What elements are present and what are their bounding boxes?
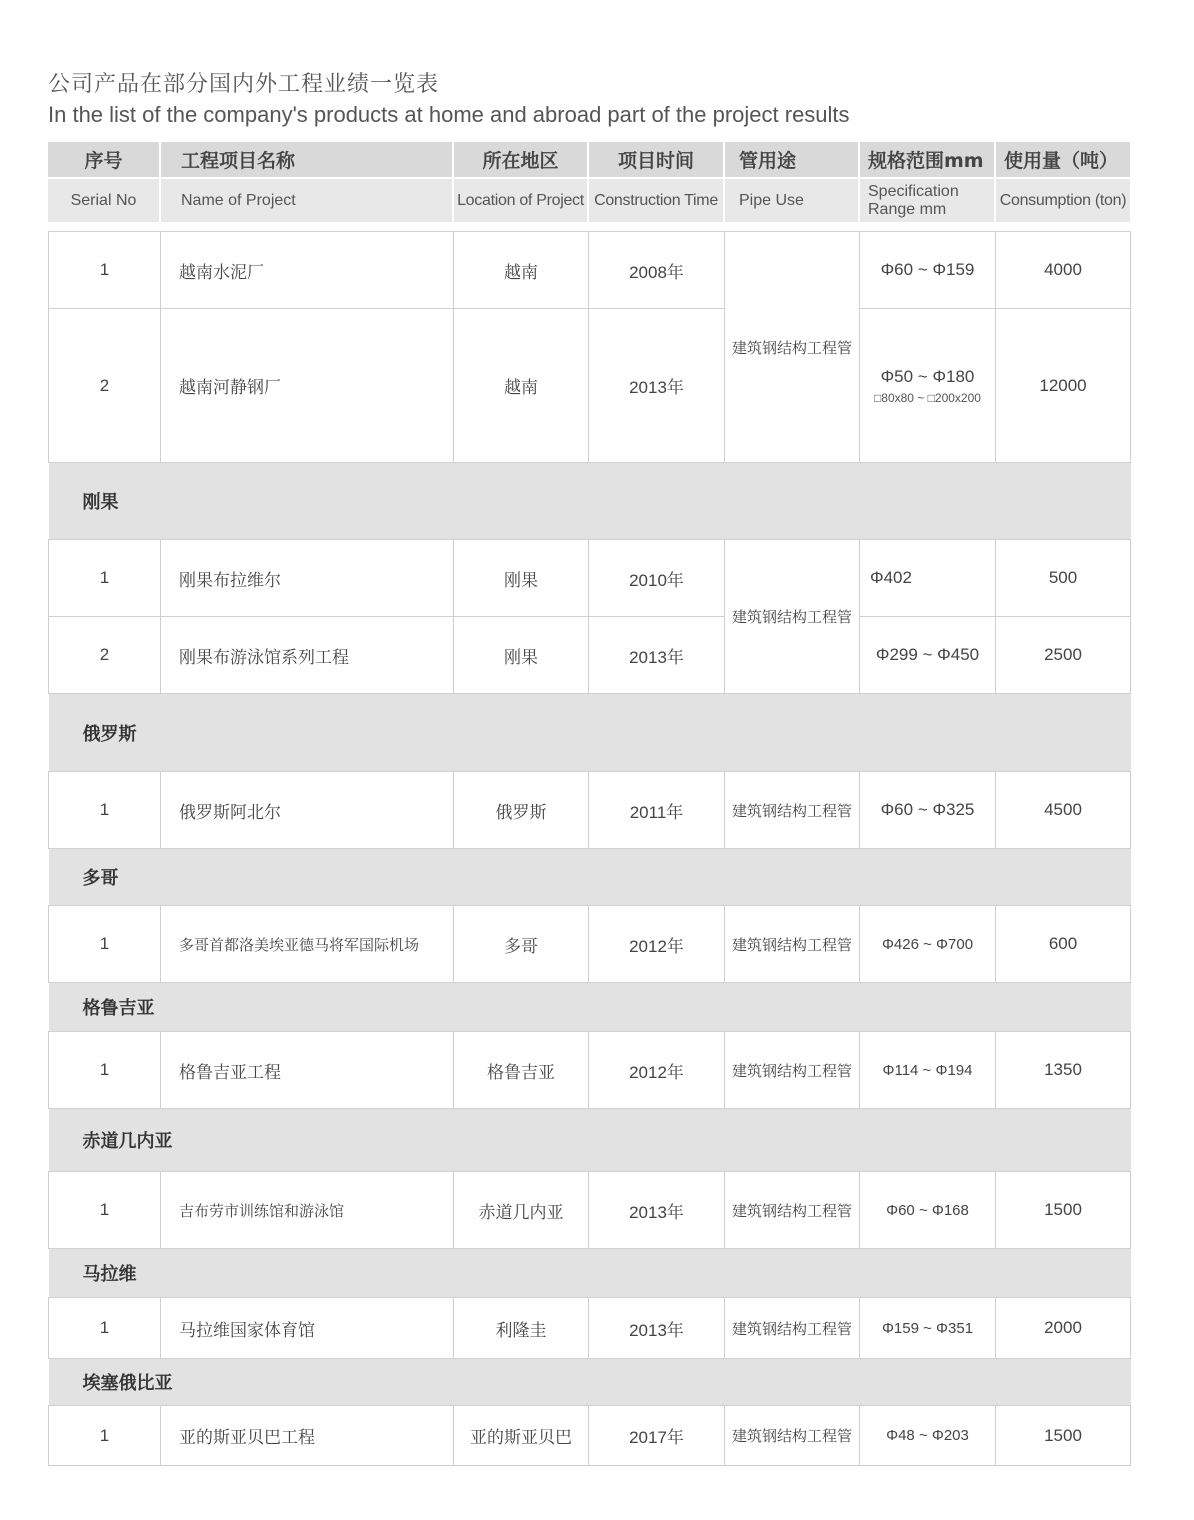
- region-row: [49, 983, 1131, 1032]
- region-row: [49, 1359, 1131, 1406]
- title-en: In the list of the company's products at home and abroad part of the project results: [48, 102, 850, 127]
- table-row: [49, 617, 1131, 694]
- region-label: 赤道几内亚: [49, 1109, 1131, 1172]
- cell-serial: 1: [49, 772, 161, 849]
- header-pipe-use-en: Pipe Use: [724, 178, 859, 222]
- cell-serial: 2: [49, 309, 161, 463]
- header-serial-en: Serial No: [48, 178, 160, 222]
- table-row: [49, 1172, 1131, 1249]
- title-zh: 公司产品在部分国内外工程业绩一览表: [48, 72, 440, 97]
- cell-consumption: 4500: [996, 772, 1131, 849]
- header-time-en: Construction Time: [588, 178, 724, 222]
- header-spec-zh: 规格范围mm: [859, 142, 995, 178]
- region-row: [49, 1109, 1131, 1172]
- table-row: [49, 309, 1131, 463]
- cell-location: 俄罗斯: [454, 772, 589, 849]
- cell-consumption: 1500: [996, 1172, 1131, 1249]
- cell-serial: 1: [49, 540, 161, 617]
- cell-location: 赤道几内亚: [454, 1172, 589, 1249]
- table-row: [49, 1406, 1131, 1466]
- cell-location: 多哥: [454, 906, 589, 983]
- cell-project-name: 格鲁吉亚工程: [161, 1032, 454, 1109]
- cell-consumption: 12000: [996, 309, 1131, 463]
- cell-pipe-use: 建筑钢结构工程管: [725, 1032, 860, 1109]
- header-pipe-use-zh: 管用途: [724, 142, 859, 178]
- header-location-en: Location of Project: [453, 178, 588, 222]
- cell-project-name: 马拉维国家体育馆: [161, 1298, 454, 1359]
- cell-serial: 1: [49, 1032, 161, 1109]
- cell-spec: Φ60 ~ Φ159: [860, 232, 996, 309]
- table-row: [49, 906, 1131, 983]
- region-label: 多哥: [49, 849, 1131, 906]
- region-label: 马拉维: [49, 1249, 1131, 1298]
- table-row: [49, 232, 1131, 309]
- cell-time: 2012年: [589, 906, 725, 983]
- cell-time: 2013年: [589, 1172, 725, 1249]
- cell-serial: 1: [49, 1406, 161, 1466]
- region-row: [49, 694, 1131, 772]
- cell-time: 2008年: [589, 232, 725, 309]
- region-label: 俄罗斯: [49, 694, 1131, 772]
- cell-spec: Φ426 ~ Φ700: [860, 906, 996, 983]
- cell-time: 2010年: [589, 540, 725, 617]
- table-row: [49, 1032, 1131, 1109]
- header-row-zh: [48, 142, 1130, 178]
- table-row: [49, 772, 1131, 849]
- cell-pipe-use: 建筑钢结构工程管: [725, 906, 860, 983]
- cell-project-name: 吉布劳市训练馆和游泳馆: [161, 1172, 454, 1249]
- cell-location: 刚果: [454, 540, 589, 617]
- cell-spec: [860, 309, 996, 463]
- cell-consumption: 1350: [996, 1032, 1131, 1109]
- cell-spec: Φ299 ~ Φ450: [860, 617, 996, 694]
- cell-project-name: 刚果布游泳馆系列工程: [161, 617, 454, 694]
- header-spec-en: Specification Range mm: [859, 178, 995, 222]
- cell-pipe-use: 建筑钢结构工程管: [725, 540, 860, 694]
- header-consumption-zh: 使用量（吨）: [995, 142, 1130, 178]
- cell-consumption: 2500: [996, 617, 1131, 694]
- header-name-en: Name of Project: [160, 178, 453, 222]
- cell-consumption: 2000: [996, 1298, 1131, 1359]
- cell-location: 格鲁吉亚: [454, 1032, 589, 1109]
- cell-spec: Φ60 ~ Φ325: [860, 772, 996, 849]
- spec-square: □80x80 ~ □200x200: [874, 390, 981, 405]
- region-row: [49, 463, 1131, 540]
- cell-time: 2013年: [589, 309, 725, 463]
- region-label: 埃塞俄比亚: [49, 1359, 1131, 1406]
- cell-serial: 1: [49, 1298, 161, 1359]
- cell-serial: 1: [49, 232, 161, 309]
- spec-round: Φ50 ~ Φ180: [880, 366, 975, 386]
- region-row: [49, 849, 1131, 906]
- page-title: [48, 70, 850, 130]
- table-row: [49, 540, 1131, 617]
- cell-spec: Φ60 ~ Φ168: [860, 1172, 996, 1249]
- cell-project-name: 越南水泥厂: [161, 232, 454, 309]
- cell-serial: 1: [49, 1172, 161, 1249]
- cell-time: 2013年: [589, 1298, 725, 1359]
- header-location-zh: 所在地区: [453, 142, 588, 178]
- cell-consumption: 1500: [996, 1406, 1131, 1466]
- cell-consumption: 500: [996, 540, 1131, 617]
- region-label: 格鲁吉亚: [49, 983, 1131, 1032]
- cell-time: 2012年: [589, 1032, 725, 1109]
- cell-project-name: 俄罗斯阿北尔: [161, 772, 454, 849]
- cell-pipe-use: 建筑钢结构工程管: [725, 1406, 860, 1466]
- project-table: [48, 231, 1131, 1466]
- cell-pipe-use: 建筑钢结构工程管: [725, 1298, 860, 1359]
- cell-consumption: 600: [996, 906, 1131, 983]
- header-row-en: [48, 178, 1130, 222]
- region-row: [49, 1249, 1131, 1298]
- cell-spec: Φ159 ~ Φ351: [860, 1298, 996, 1359]
- cell-spec: Φ114 ~ Φ194: [860, 1032, 996, 1109]
- cell-location: 越南: [454, 309, 589, 463]
- header-time-zh: 项目时间: [588, 142, 724, 178]
- region-label: 刚果: [49, 463, 1131, 540]
- cell-time: 2017年: [589, 1406, 725, 1466]
- cell-spec: Φ402: [860, 540, 996, 617]
- cell-spec: Φ48 ~ Φ203: [860, 1406, 996, 1466]
- cell-consumption: 4000: [996, 232, 1131, 309]
- header-name-zh: 工程项目名称: [160, 142, 453, 178]
- cell-pipe-use: 建筑钢结构工程管: [725, 1172, 860, 1249]
- cell-location: 刚果: [454, 617, 589, 694]
- header-serial-zh: 序号: [48, 142, 160, 178]
- cell-location: 亚的斯亚贝巴: [454, 1406, 589, 1466]
- cell-serial: 1: [49, 906, 161, 983]
- cell-time: 2013年: [589, 617, 725, 694]
- cell-project-name: 越南河静钢厂: [161, 309, 454, 463]
- cell-location: 利隆圭: [454, 1298, 589, 1359]
- table-row: [49, 1298, 1131, 1359]
- cell-project-name: 多哥首都洛美埃亚德马将军国际机场: [161, 906, 454, 983]
- cell-location: 越南: [454, 232, 589, 309]
- cell-pipe-use: 建筑钢结构工程管: [725, 772, 860, 849]
- cell-serial: 2: [49, 617, 161, 694]
- cell-project-name: 亚的斯亚贝巴工程: [161, 1406, 454, 1466]
- header-consumption-en: Consumption (ton): [995, 178, 1130, 222]
- cell-pipe-use: 建筑钢结构工程管: [725, 232, 860, 463]
- cell-project-name: 刚果布拉维尔: [161, 540, 454, 617]
- cell-time: 2011年: [589, 772, 725, 849]
- table-header: [48, 142, 1130, 222]
